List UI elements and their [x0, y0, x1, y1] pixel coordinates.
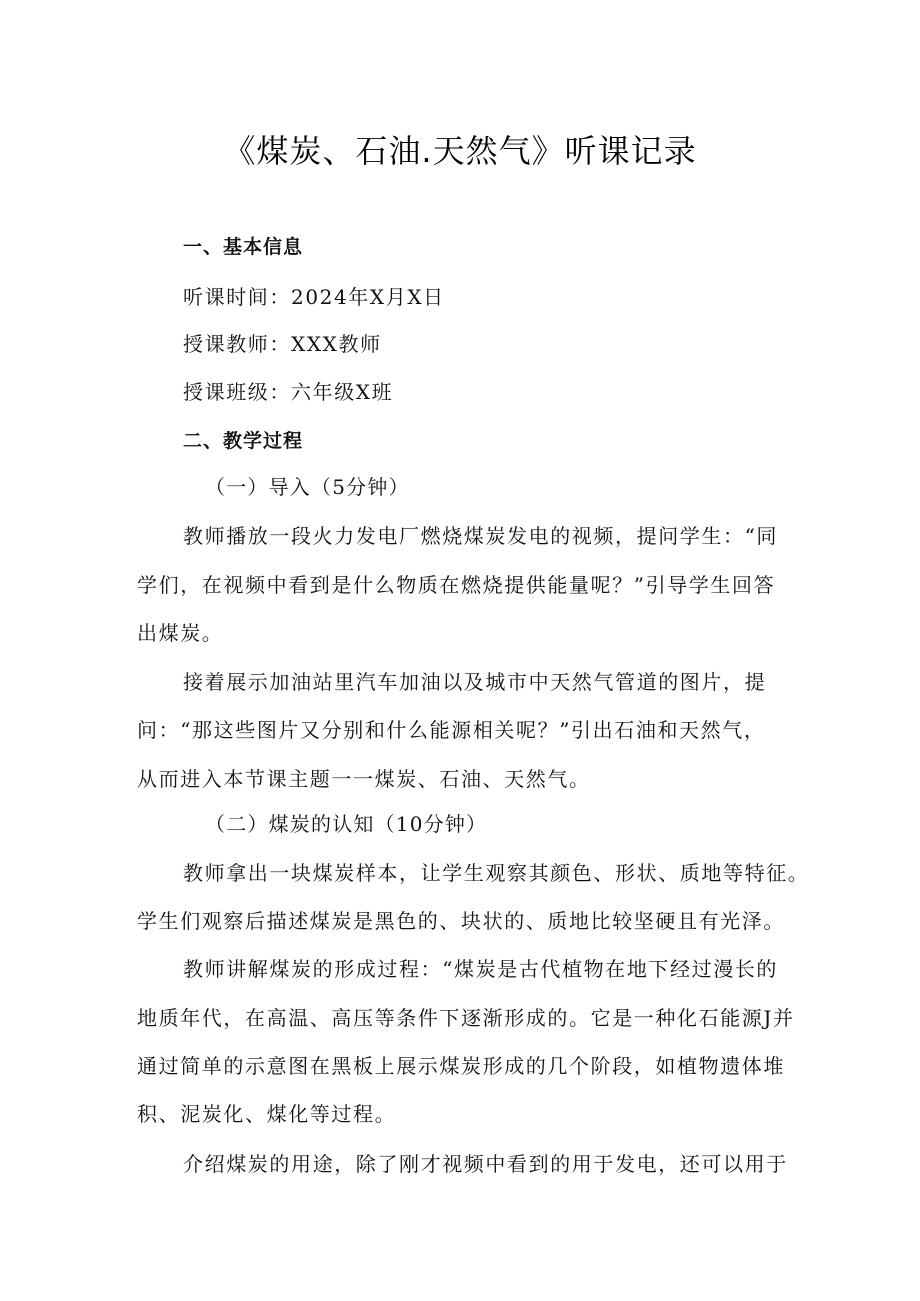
paragraph-line: 接着展示加油站里汽车加油以及城市中天然气管道的图片，提 [183, 670, 767, 694]
lecture-teacher: 授课教师：XXX教师 [183, 332, 382, 356]
paragraph-line: 教师播放一段火力发电厂燃烧煤炭发电的视频，提问学生：“同 [183, 524, 779, 548]
paragraph-line: 介绍煤炭的用途，除了刚才视频中看到的用于发电，还可以用于 [183, 1152, 788, 1176]
section-heading-teaching-process: 二、教学过程 [183, 430, 304, 452]
paragraph-line: 教师拿出一块煤炭样本，让学生观察其颜色、形状、质地等特征。 [183, 861, 810, 885]
subsection-heading-coal: （二）煤炭的认知（10分钟） [205, 812, 488, 836]
document-title: 《煤炭、石油.天然气》听课记录 [223, 132, 697, 170]
paragraph-line: 学生们观察后描述煤炭是黑色的、块状的、质地比较坚硬且有光泽。 [137, 909, 785, 933]
paragraph-line: 通过简单的示意图在黑板上展示煤炭形成的几个阶段，如植物遗体堆 [137, 1054, 785, 1078]
lecture-time: 听课时间：2024年X月X日 [183, 285, 445, 309]
paragraph-line: 问：“那这些图片又分别和什么能源相关呢？”引出石油和天然气， [137, 718, 766, 742]
paragraph-line: 出煤炭。 [137, 621, 224, 645]
paragraph-line: 积、泥炭化、煤化等过程。 [137, 1102, 397, 1126]
subsection-heading-intro: （一）导入（5分钟） [205, 475, 410, 499]
section-heading-basic-info: 一、基本信息 [183, 236, 304, 258]
paragraph-line: 教师讲解煤炭的形成过程：“煤炭是古代植物在地下经过漫长的 [183, 957, 779, 981]
lecture-class: 授课班级：六年级X班 [183, 380, 394, 404]
paragraph-line: 地质年代，在高温、高压等条件下逐渐形成的。它是一种化石能源J并 [137, 1006, 795, 1030]
paragraph-line: 学们，在视频中看到是什么物质在燃烧提供能量呢？”引导学生回答 [137, 573, 776, 597]
paragraph-line: 从而进入本节课主题一一煤炭、石油、天然气。 [137, 767, 591, 791]
